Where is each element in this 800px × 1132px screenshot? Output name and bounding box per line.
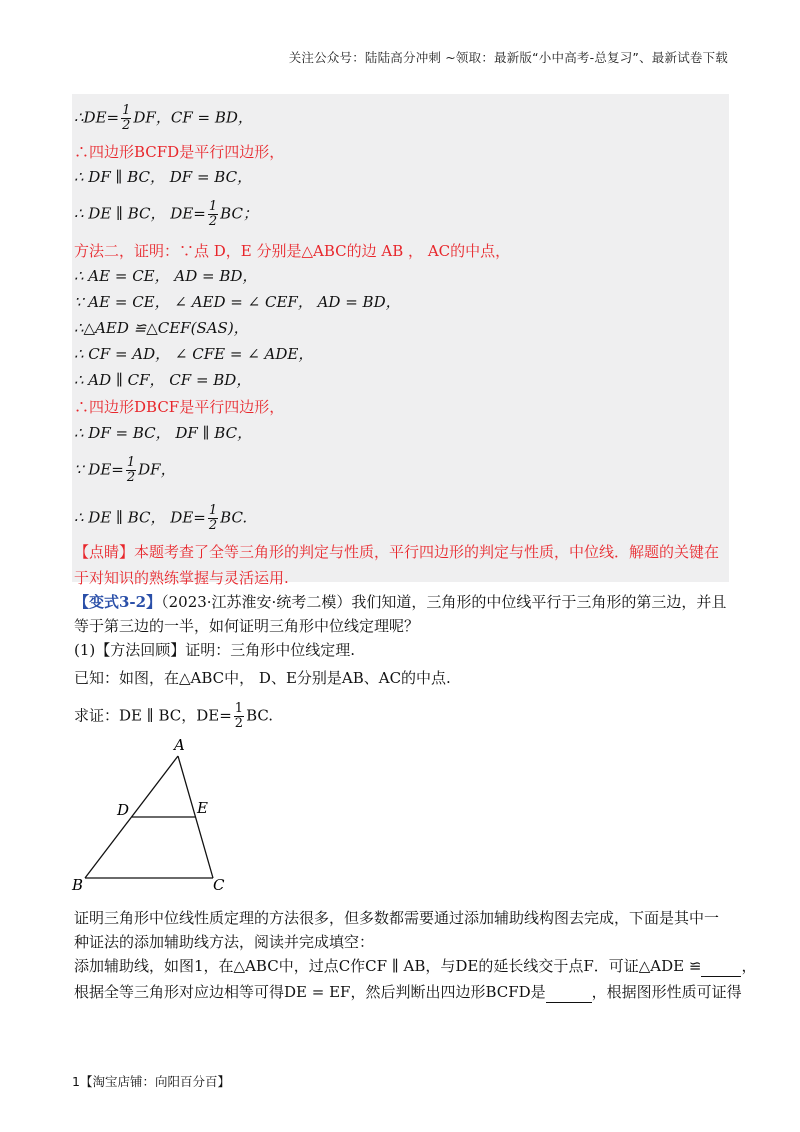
solution-line-10: ∴ AD ∥ CF， CF = BD， [74, 371, 252, 389]
page-footer: 1【淘宝店铺：向阳百分百】 [72, 1074, 230, 1089]
solution-line-2: ∴四边形BCFD是平行四边形， [74, 143, 285, 161]
solution-line-1: ∴DE= $\frac{1}{2}$ DF，CF = BD， [74, 103, 253, 133]
fill-blank-2[interactable] [546, 982, 592, 1003]
solution-line-7: ∵ AE = CE， ∠ AED = ∠ CEF， AD = BD， [74, 293, 401, 311]
problem-prove: 求证：DE ∥ BC，DE= $\frac{1}{2}$ BC. [74, 701, 274, 731]
solution-line-13: ∵ DE= $\frac{1}{2}$ DF， [74, 455, 176, 485]
solution-line-12: ∴ DF = BC， DF ∥ BC， [74, 424, 253, 442]
problem-para-3: 根据全等三角形对应边相等可得DE = EF，然后判断出四边形BCFD是 ，根据图形性质可证得 [74, 983, 742, 1001]
fraction-half: $\frac{1}{2}$ [208, 503, 218, 533]
solution-line-4: ∴ DE ∥ BC， DE= $\frac{1}{2}$ BC； [74, 199, 258, 229]
fraction-half: $\frac{1}{2}$ [234, 701, 244, 731]
solution-line-8: ∴△AED ≌△CEF(SAS)， [74, 319, 249, 337]
label-e: E [197, 799, 208, 817]
problem-para-1: 证明三角形中位线性质定理的方法很多，但多数都需要通过添加辅助线构图去完成，下面是其中一种证法的添加辅助线方法，阅读并完成填空： [74, 909, 720, 951]
solution-line-9: ∴ CF = AD， ∠ CFE = ∠ ADE， [74, 345, 314, 363]
solution-note: 【点睛】本题考查了全等三角形的判定与性质，平行四边形的判定与性质，中位线．解题的关键在于对知识的熟练掌握与灵活运用. [74, 543, 720, 587]
problem-para-2: 添加辅助线，如图1，在△ABC中，过点C作CF ∥ AB，与DE的延长线交于点F．可证△ADE ≌ ， [74, 957, 757, 975]
problem-tag: 【变式3-2】 [74, 593, 162, 611]
fraction-half: $\frac{1}{2}$ [126, 455, 136, 485]
solution-line-14: ∴ DE ∥ BC， DE= $\frac{1}{2}$ BC. [74, 503, 248, 533]
solution-line-5: 方法二，证明：∵点 D，E 分别是△ABC的边 AB ， AC的中点， [74, 242, 511, 260]
problem-intro: 【变式3-2】（2023·江苏淮安·统考二模）我们知道，三角形的中位线平行于三角形的第三边，并且等于第三边的一半，如何证明三角形中位线定理呢？ [74, 593, 727, 635]
label-d: D [117, 801, 130, 819]
solution-line-11: ∴四边形DBCF是平行四边形， [74, 398, 285, 416]
problem-known: 已知：如图，在△ABC中， D、E分别是AB、AC的中点. [74, 669, 451, 687]
fraction-half: $\frac{1}{2}$ [122, 103, 131, 133]
solution-line-3: ∴ DF ∥ BC， DF = BC， [74, 168, 253, 186]
triangle-figure [60, 730, 260, 900]
page-header: 关注公众号：陆陆高分冲刺 ~领取：最新版“小中高考-总复习”、最新试卷下载 [288, 50, 728, 65]
problem-part-1: (1)【方法回顾】证明：三角形中位线定理. [74, 641, 356, 659]
solution-line-6: ∴ AE = CE， AD = BD， [74, 267, 258, 285]
label-b: B [72, 876, 84, 894]
fraction-half: $\frac{1}{2}$ [208, 199, 218, 229]
label-c: C [213, 876, 225, 894]
label-a: A [174, 736, 185, 754]
fill-blank-1[interactable] [701, 956, 741, 977]
